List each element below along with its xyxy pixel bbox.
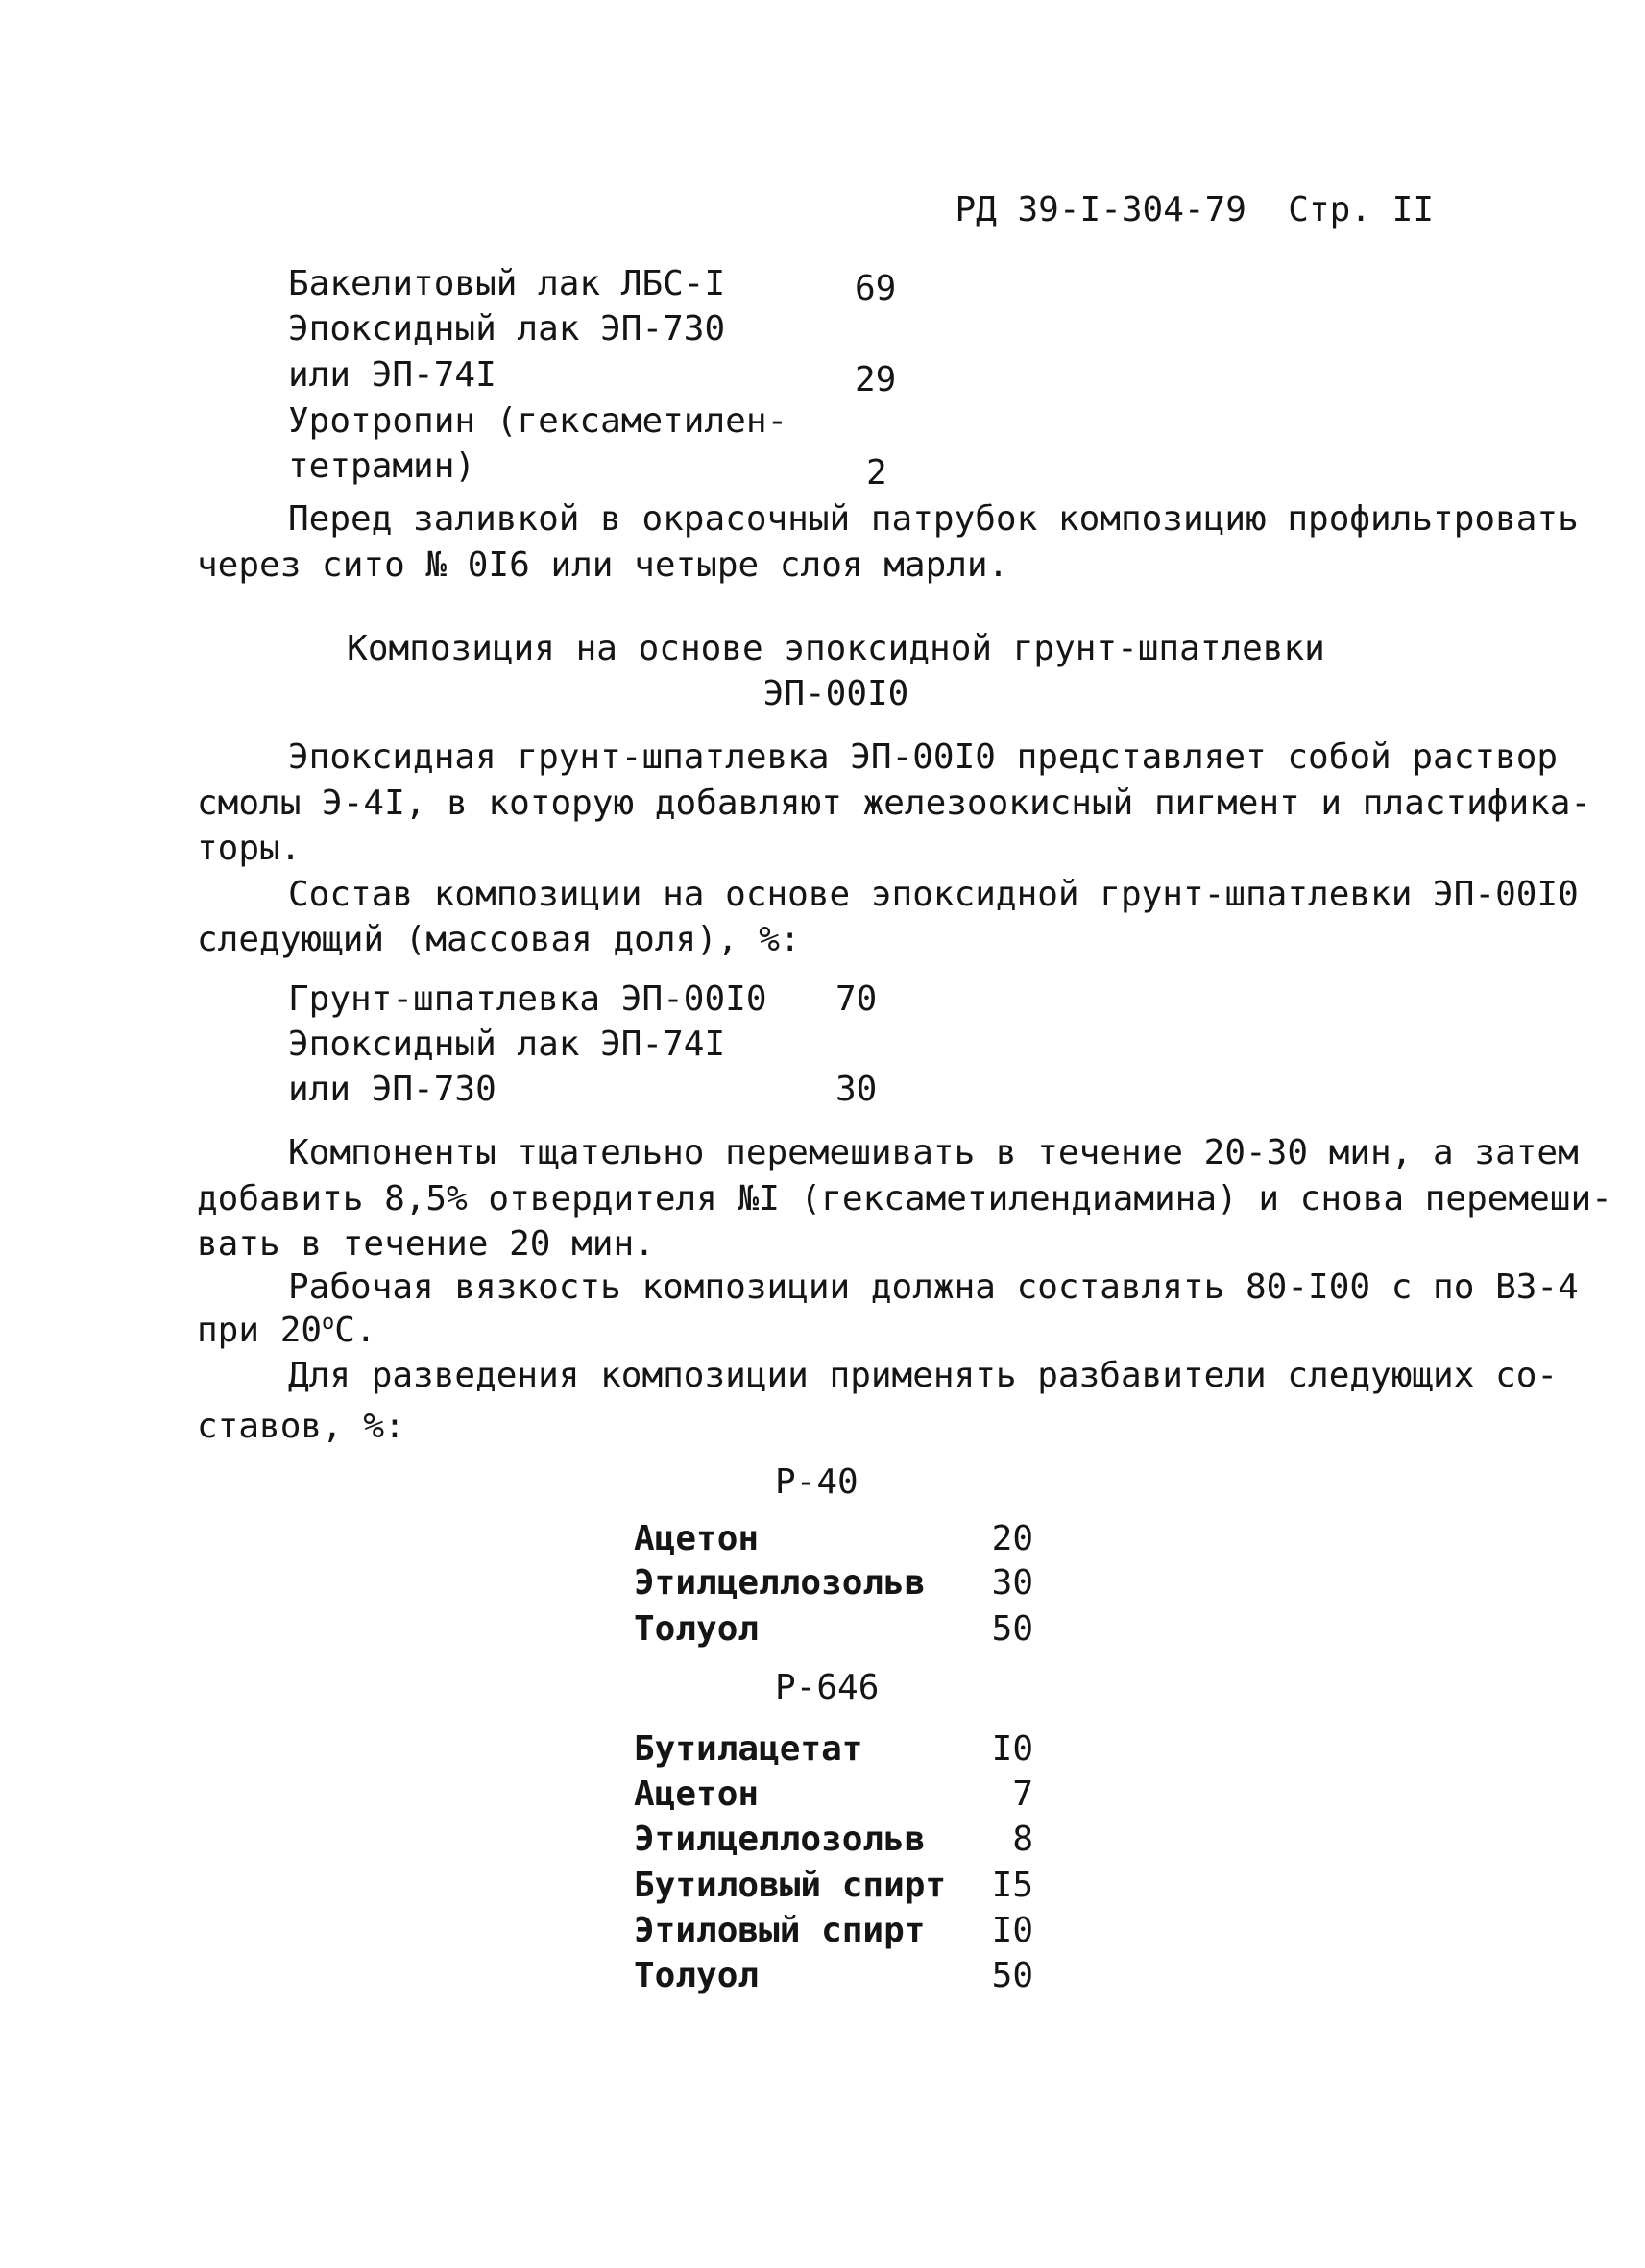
list-item-label: Эпоксидный лак ЭП-74I [288,1025,726,1064]
list-item-label: Бакелитовый лак ЛБС-I [288,264,726,303]
mixing-line-1: Компоненты тщательно перемешивать в течение 20-30 мин, а затем [288,1133,1579,1172]
table-row-label: Бутиловый спирт [634,1866,947,1905]
table-row-label: Этилцеллозольв [634,1820,926,1859]
description-line-2: смолы Э-4I, в которую добавляют железоокисный пигмент и пластифика- [197,784,1592,823]
table-row-value: 30 [991,1563,1033,1603]
viscosity-text: при 20 [197,1311,323,1350]
composition-intro-line-1: Состав композиции на основе эпоксидной грунт-шпатлевки ЭП-00I0 [288,875,1579,914]
list-item-value: 29 [855,360,897,399]
thinner-r646-title: Р-646 [775,1668,880,1707]
list-item-label: Грунт-шпатлевка ЭП-00I0 [288,979,767,1019]
viscosity-line-1: Рабочая вязкость композиции должна составлять 80-I00 с по ВЗ-4 [288,1267,1579,1307]
filter-note-line-1: Перед заливкой в окрасочный патрубок композицию профильтровать [288,499,1579,539]
thinners-intro-line-1: Для разведения композиции применять разбавители следующих со- [288,1356,1559,1395]
filter-note-line-2: через сито № 0I6 или четыре слоя марли. [197,545,1009,585]
table-row-label: Толуол [634,1609,760,1649]
list-item-label: или ЭП-730 [288,1070,496,1109]
document-id: РД 39-I-304-79 [955,190,1246,229]
thinners-intro-line-2: ставов, %: [197,1407,405,1446]
list-item-label: или ЭП-74I [288,355,496,395]
page-number: Стр. II [1288,190,1434,229]
viscosity-unit: С. [334,1311,376,1350]
thinner-r40-title: Р-40 [775,1462,859,1502]
list-item-value: 2 [866,453,887,493]
table-row-value: I5 [991,1866,1033,1905]
page-header [955,190,1434,229]
section-subtitle: ЭП-00I0 [762,674,909,713]
list-item-value: 30 [835,1070,878,1109]
list-item-label: тетрамин) [288,446,476,486]
table-row-label: Ацетон [634,1519,760,1558]
description-line-3: торы. [197,829,302,868]
table-row-value: I0 [991,1911,1033,1950]
table-row-value: 20 [991,1519,1033,1558]
mixing-line-2: добавить 8,5% отвердителя №I (гексаметилендиамина) и снова перемеши- [197,1179,1612,1218]
composition-intro-line-2: следующий (массовая доля), %: [197,920,801,959]
list-item-label: Эпоксидный лак ЭП-730 [288,309,726,349]
table-row-label: Бутилацетат [634,1729,863,1769]
mixing-line-3: вать в течение 20 мин. [197,1224,655,1264]
table-row-label: Этиловый спирт [634,1911,926,1950]
table-row-value: 50 [991,1956,1033,1995]
table-row-value: 8 [1012,1820,1033,1859]
list-item-label: Уротропин (гексаметилен- [288,401,788,441]
table-row-label: Ацетон [634,1774,760,1814]
degree-symbol: о [322,1311,335,1335]
viscosity-line-2 [197,1311,376,1350]
section-title: Композиция на основе эпоксидной грунт-шпатлевки [347,629,1325,668]
table-row-value: 50 [991,1609,1033,1649]
table-row-label: Толуол [634,1956,760,1995]
list-item-value: 70 [835,979,878,1019]
list-item-value: 69 [855,269,897,308]
table-row-label: Этилцеллозольв [634,1563,926,1603]
table-row-value: I0 [991,1729,1033,1769]
table-row-value: 7 [1012,1774,1033,1814]
description-line-1: Эпоксидная грунт-шпатлевка ЭП-00I0 представляет собой раствор [288,737,1559,777]
